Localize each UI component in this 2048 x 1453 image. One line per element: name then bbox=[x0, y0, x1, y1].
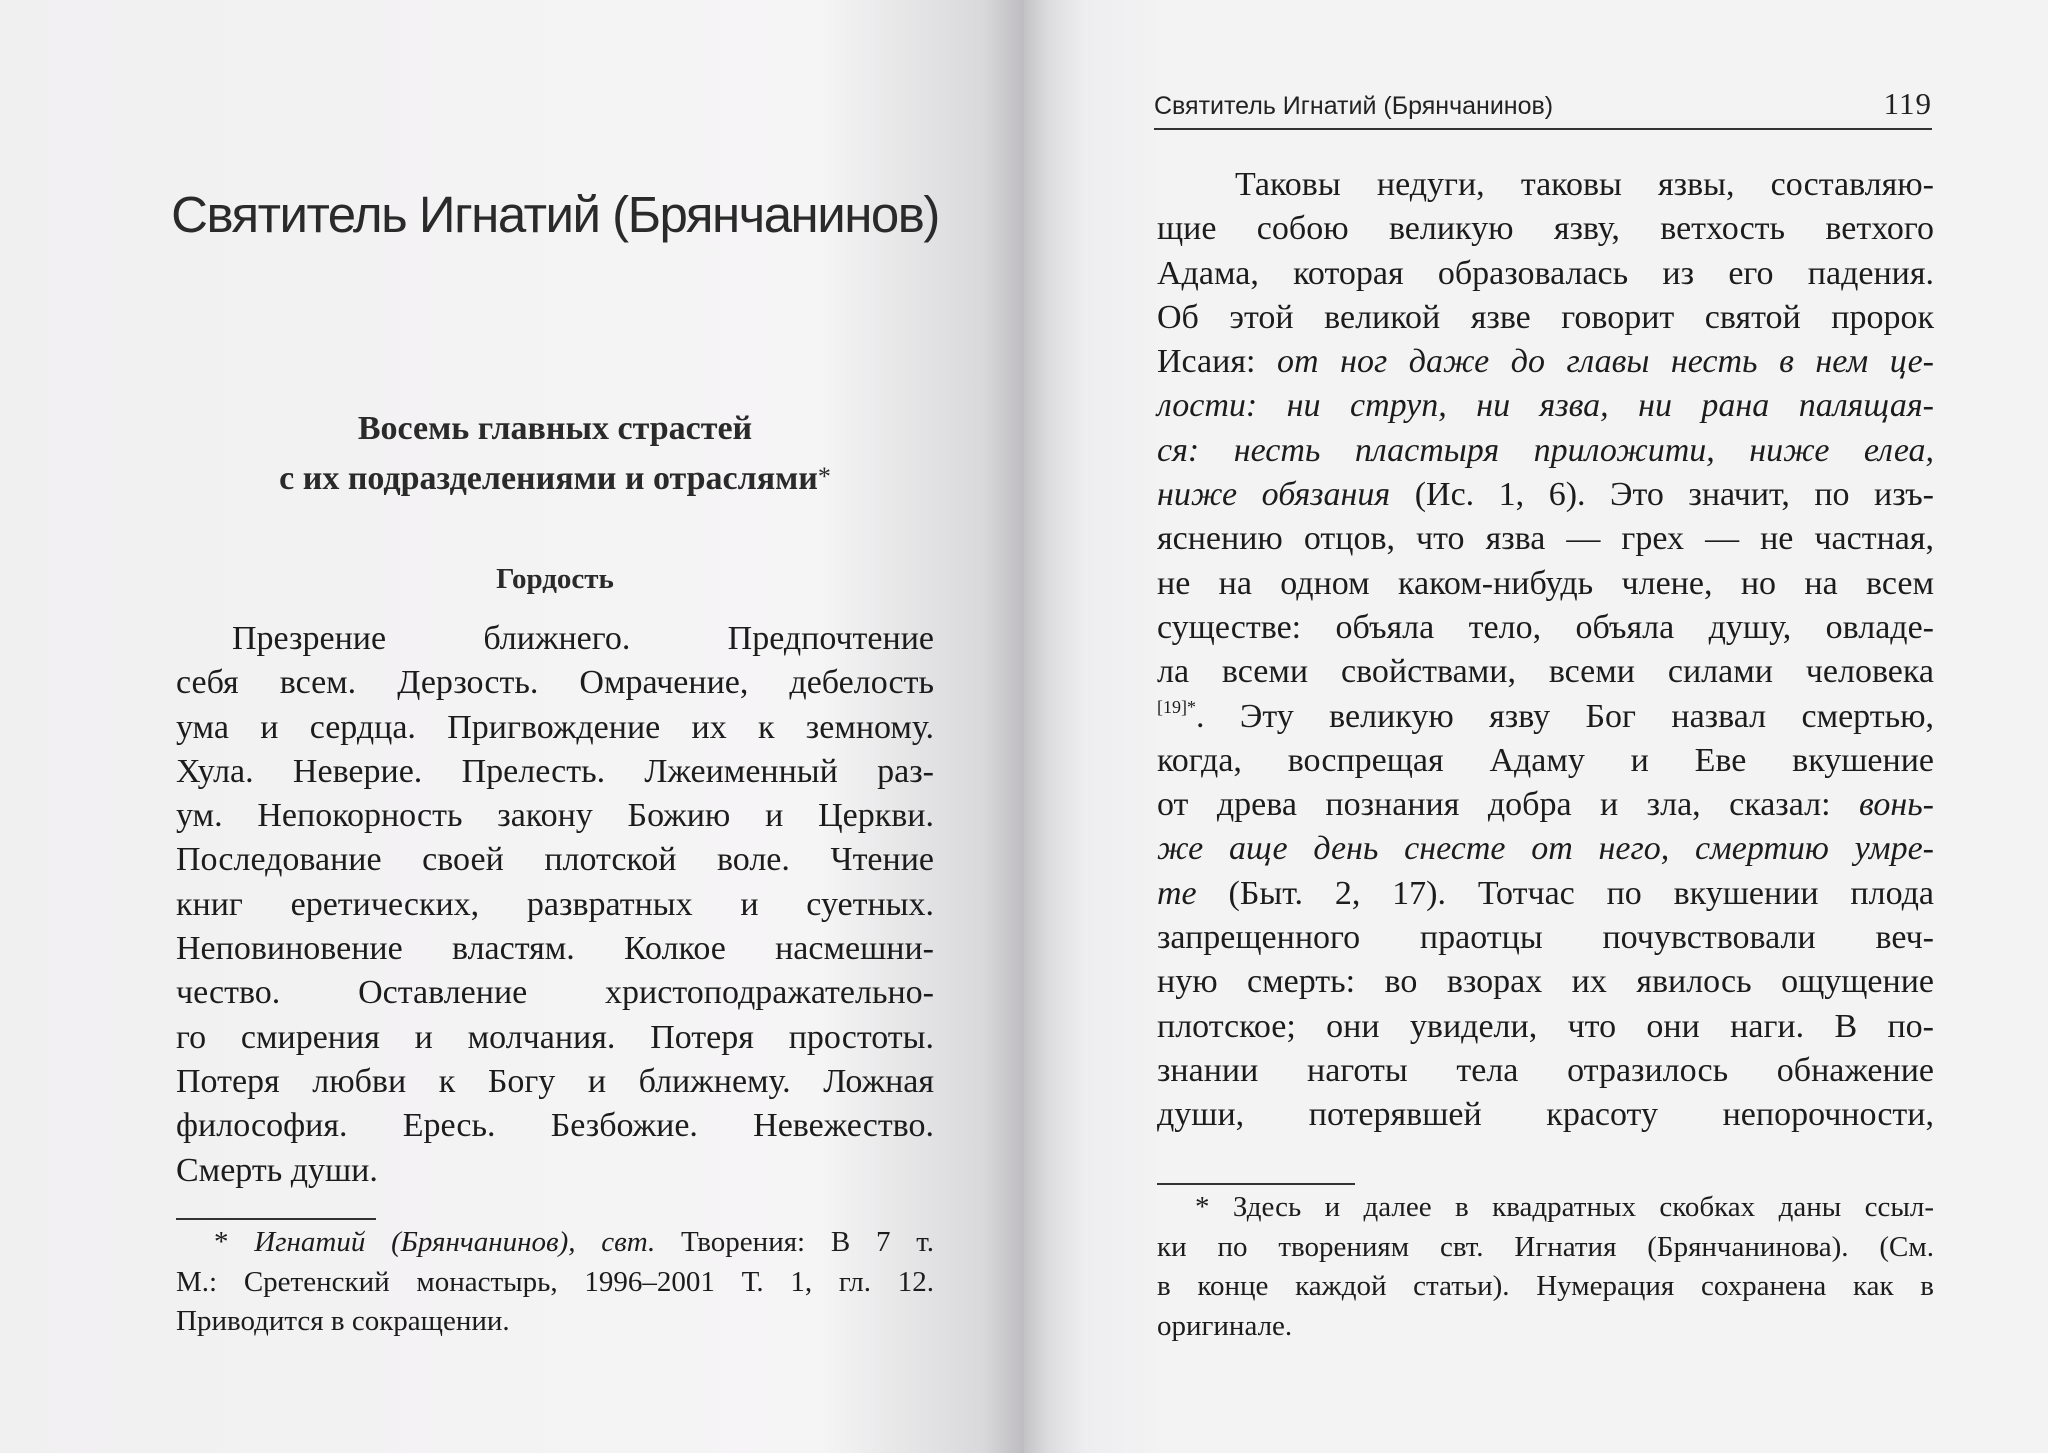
text-line: чество. Оставление христоподражательно- bbox=[176, 974, 934, 1012]
text-line bbox=[1157, 783, 1934, 827]
text-line: запрещенного праотцы почувствовали веч- bbox=[1157, 919, 1934, 957]
text-line: ную смерть: во взорах их явилось ощущение bbox=[1157, 963, 1934, 1001]
text-line: Смерть души. bbox=[176, 1151, 378, 1189]
text-line: плотское; они увидели, что они наги. В по- bbox=[1157, 1007, 1934, 1045]
text-segment: . Эту великую язву Бог назвал смертью, bbox=[1196, 697, 1934, 735]
footnote-author: Игнатий (Брянчанинов), свт. bbox=[254, 1226, 656, 1258]
text-line: Потеря любви к Богу и ближнему. Ложная bbox=[176, 1062, 934, 1100]
text-line: себя всем. Дерзость. Омрачение, дебелость bbox=[176, 664, 934, 702]
text-line: Таковы недуги, таковы язвы, составляю- bbox=[1235, 166, 1934, 203]
quote-segment: ниже обязания bbox=[1157, 476, 1391, 514]
text-line: книг еретических, развратных и суетных. bbox=[176, 885, 934, 923]
text-line: Последование своей плотской воле. Чтение bbox=[176, 841, 934, 879]
footnote-line: Приводится в сокращении. bbox=[176, 1305, 510, 1337]
subheading-pride: Гордость bbox=[496, 563, 614, 595]
footnote-line: в конце каждой статьи). Нумерация сохранена как в bbox=[1157, 1270, 1934, 1302]
text-line: ума и сердца. Пригвождение их к земному. bbox=[176, 708, 934, 746]
footnote-line: * Здесь и далее в квадратных скобках даны ссыл- bbox=[1195, 1191, 1934, 1223]
text-line: Об этой великой язве говорит святой пророк bbox=[1157, 298, 1934, 336]
text-segment: (Быт. 2, 17). Тотчас по вкушении плода bbox=[1196, 874, 1934, 912]
footnote-line: ки по творениям свт. Игнатия (Брянчанинова). (См. bbox=[1157, 1230, 1934, 1263]
running-title: Святитель Игнатий (Брянчанинов) bbox=[1154, 92, 1554, 120]
section-heading-line-1: Восемь главных страстей bbox=[357, 410, 753, 447]
text-line bbox=[1157, 827, 1934, 871]
text-line: знании наготы тела отразилось обнажение bbox=[1157, 1051, 1934, 1089]
section-heading-line-2: с их подразделениями и отраслями bbox=[279, 460, 818, 497]
text-line: ла всеми свойствами, всеми силами человека bbox=[1157, 653, 1934, 691]
text-line bbox=[1157, 340, 1934, 384]
quote-segment: ся: несть пластыря приложити, ниже елеа, bbox=[1157, 431, 1934, 469]
footnote-divider bbox=[176, 1218, 376, 1220]
running-head bbox=[1154, 84, 1932, 130]
text-line bbox=[1157, 695, 1934, 739]
text-line: души, потерявшей красоту непорочности, bbox=[1157, 1096, 1934, 1134]
text-line bbox=[1157, 872, 1934, 916]
footnote-asterisk: * bbox=[214, 1226, 255, 1258]
footnote-line bbox=[176, 1223, 934, 1263]
text-line: философия. Ересь. Безбожие. Невежество. bbox=[176, 1107, 934, 1145]
section-heading bbox=[160, 405, 950, 503]
quote-segment: же аще день снесте от него, смертию умре- bbox=[1157, 830, 1934, 868]
text-line: щие собою великую язву, ветхость ветхого bbox=[1157, 210, 1934, 248]
right-footnote bbox=[1157, 1188, 1934, 1346]
chapter-title: Святитель Игнатий (Брянчанинов) bbox=[171, 186, 939, 243]
text-line: не на одном каком-нибудь члене, но на всем bbox=[1157, 564, 1934, 602]
footnote-line: оригинале. bbox=[1157, 1309, 1293, 1342]
text-line: ум. Непокорность закону Божию и Церкви. bbox=[176, 797, 934, 835]
left-body-text bbox=[176, 617, 934, 1193]
footnote-text: Творения: В 7 т. bbox=[655, 1226, 934, 1258]
text-line bbox=[1157, 473, 1934, 517]
footnote-divider bbox=[1157, 1183, 1355, 1185]
text-line: Хула. Неверие. Прелесть. Лжеименный раз- bbox=[176, 752, 934, 790]
text-line: Неповиновение властям. Колкое насмешни- bbox=[176, 930, 934, 968]
quote-segment: те bbox=[1157, 874, 1197, 912]
quote-segment: от ног даже до главы несть в нем це- bbox=[1276, 343, 1934, 381]
text-line: существе: объяла тело, объяла душу, овладе- bbox=[1157, 608, 1934, 646]
text-segment: от древа познания добра и зла, сказал: bbox=[1157, 786, 1860, 824]
footnote-mark: * bbox=[817, 462, 831, 491]
footnote-line: М.: Сретенский монастырь, 1996–2001 Т. 1, гл. 12. bbox=[176, 1265, 934, 1298]
quote-segment: лости: ни струп, ни язва, ни рана палящая- bbox=[1157, 387, 1934, 425]
citation-ref: [19]* bbox=[1157, 696, 1196, 717]
text-line: яснению отцов, что язва — грех — не частная, bbox=[1157, 520, 1934, 558]
text-line: го смирения и молчания. Потеря простоты. bbox=[176, 1018, 934, 1056]
right-page bbox=[1024, 0, 2048, 1453]
text-segment: (Ис. 1, 6). Это значит, по изъ- bbox=[1390, 476, 1934, 514]
quote-segment: вонь- bbox=[1859, 786, 1934, 824]
text-line: Презрение ближнего. Предпочтение bbox=[232, 620, 934, 657]
text-line: Адама, которая образовалась из его падения. bbox=[1157, 254, 1934, 292]
text-line: когда, воспрещая Адаму и Еве вкушение bbox=[1157, 741, 1934, 779]
right-body-text bbox=[1157, 163, 1934, 1138]
page-number: 119 bbox=[1883, 86, 1932, 121]
text-line bbox=[1157, 429, 1934, 473]
left-footnote bbox=[176, 1223, 934, 1342]
text-segment: Исаия: bbox=[1157, 343, 1277, 381]
text-line bbox=[1157, 384, 1934, 428]
